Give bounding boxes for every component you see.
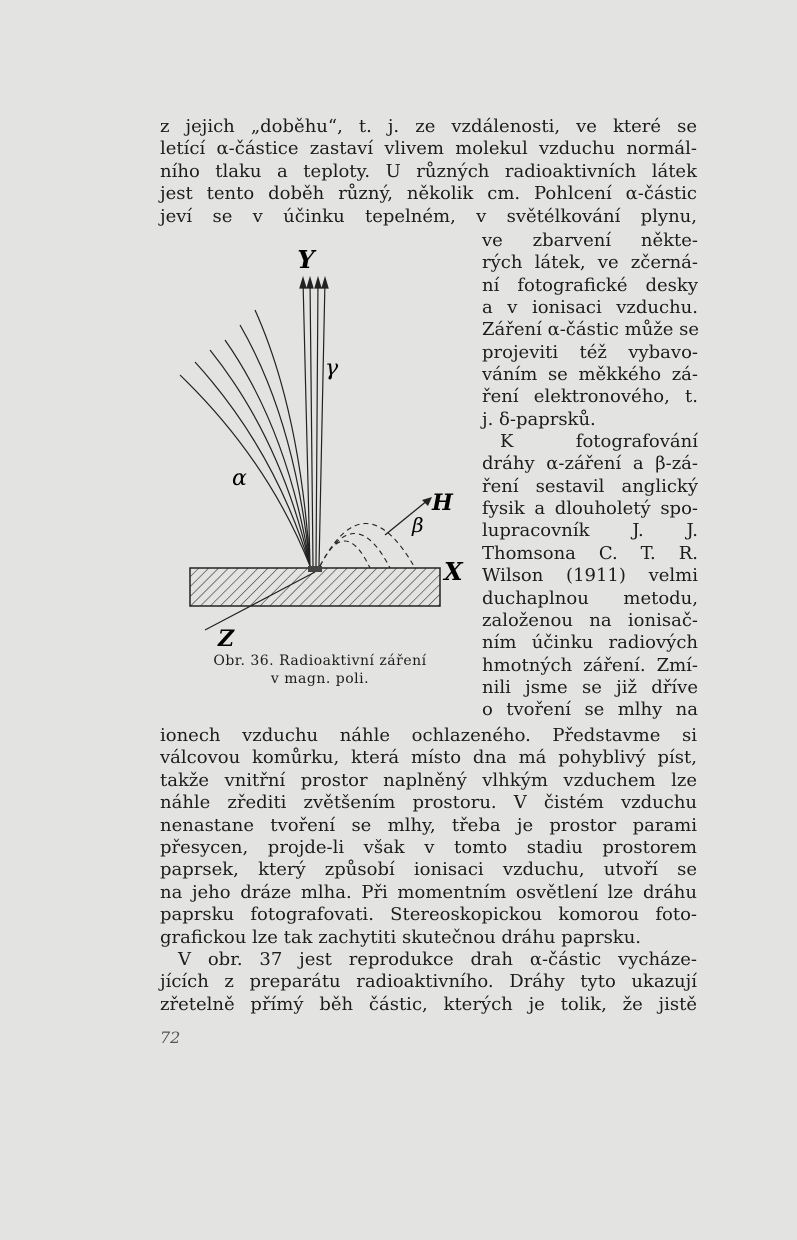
label-gamma: γ (325, 356, 339, 381)
paragraph-top (160, 116, 697, 228)
text-line: ve zbarvení někte- (482, 230, 698, 251)
text-line: takže vnitřní prostor naplněný vlhkým vzduchem lze (160, 769, 697, 791)
text-line: ním účinku radiových (482, 632, 698, 654)
text-line: dráhy α-záření a β-zá- (482, 453, 698, 475)
text-line: lupracovník J. J. (482, 520, 698, 542)
text-line: rých látek, ve zčerná- (482, 252, 698, 274)
label-h: H (432, 490, 453, 516)
text-line: Záření α-částic může se (482, 319, 700, 341)
page-number: 72 (160, 1028, 181, 1047)
text-line: grafickou lze tak zachytiti skutečnou dráhu paprsku. (160, 926, 642, 948)
text-line: ření sestavil anglický (482, 475, 698, 497)
text-line: jících z preparátu radioaktivního. Dráhy tyto ukazují (160, 971, 697, 993)
text-line: přesycen, projde-li však v tomto stadiu prostorem (160, 836, 697, 858)
label-x: X (444, 557, 463, 586)
figure-radioactive-radiation (160, 250, 480, 650)
text-line: duchaplnou metodu, (482, 587, 698, 609)
paragraph-bottom (160, 725, 697, 1016)
text-line: náhle zřediti zvětšením prostoru. V čistém vzduchu (160, 792, 697, 814)
text-line: letící α-částice zastaví vlivem molekul vzduchu normál- (160, 138, 697, 160)
paragraph-wrapped (482, 230, 698, 722)
text-line: válcovou komůrku, která místo dna má pohyblivý píst, (160, 747, 697, 769)
alpha-rays (180, 310, 310, 566)
label-alpha: α (232, 466, 247, 491)
text-line: nili jsme se již dříve (482, 676, 698, 698)
text-line: ního tlaku a teploty. U různých radioaktivních látek (160, 160, 697, 182)
text-line: váním se měkkého zá- (482, 364, 698, 386)
text-line: zřetelně přímý běh částic, kterých je tolik, že jistě (160, 993, 697, 1015)
text-line: ionech vzduchu náhle ochlazeného. Představme si (160, 725, 697, 746)
caption-line-1: Obr. 36. Radioaktivní záření (213, 653, 427, 669)
text-line: založenou na ionisač- (482, 609, 698, 631)
figure-caption (160, 652, 480, 688)
text-line: V obr. 37 jest reprodukce drah α-částic vycháze- (178, 948, 697, 970)
text-line: Thomsona C. T. R. (482, 542, 698, 564)
text-line: nenastane tvoření se mlhy, třeba je prostor parami (160, 814, 697, 836)
text-line: ní fotografické desky (482, 274, 698, 296)
text-line: a v ionisaci vzduchu. (482, 297, 698, 319)
text-line: na jeho dráze mlha. Při momentním osvětlení lze dráhu (160, 881, 697, 903)
label-beta: β (412, 513, 424, 537)
beta-rays (320, 523, 415, 568)
text-line: paprsku fotografovati. Stereoskopickou komorou foto- (160, 904, 697, 926)
source-preparation (308, 566, 322, 572)
text-line: o tvoření se mlhy na (482, 699, 698, 721)
text-line: jeví se v účinku tepelném, v světélkování plynu, (160, 205, 697, 227)
label-y: Y (297, 250, 315, 274)
text-line: hmotných záření. Zmí- (482, 654, 698, 676)
text-line: Wilson (1911) velmi (482, 565, 698, 587)
text-line: j. δ-paprsků. (482, 408, 596, 430)
text-line: paprsek, který způsobí ionisaci vzduchu, utvoří se (160, 859, 697, 881)
text-line: ření elektronového, t. (482, 386, 698, 408)
text-line: z jejich „doběhu“, t. j. ze vzdálenosti, ve které se (160, 116, 697, 137)
text-line: projeviti též vybavo- (482, 341, 698, 363)
text-line: jest tento doběh různý, několik cm. Pohlcení α-částic (160, 183, 697, 205)
text-line: fysik a dlouholetý spo- (482, 498, 698, 520)
label-z: Z (218, 626, 235, 650)
text-line: K fotografování (500, 431, 698, 453)
caption-line-2: v magn. poli. (270, 671, 370, 687)
lead-block (190, 568, 440, 606)
